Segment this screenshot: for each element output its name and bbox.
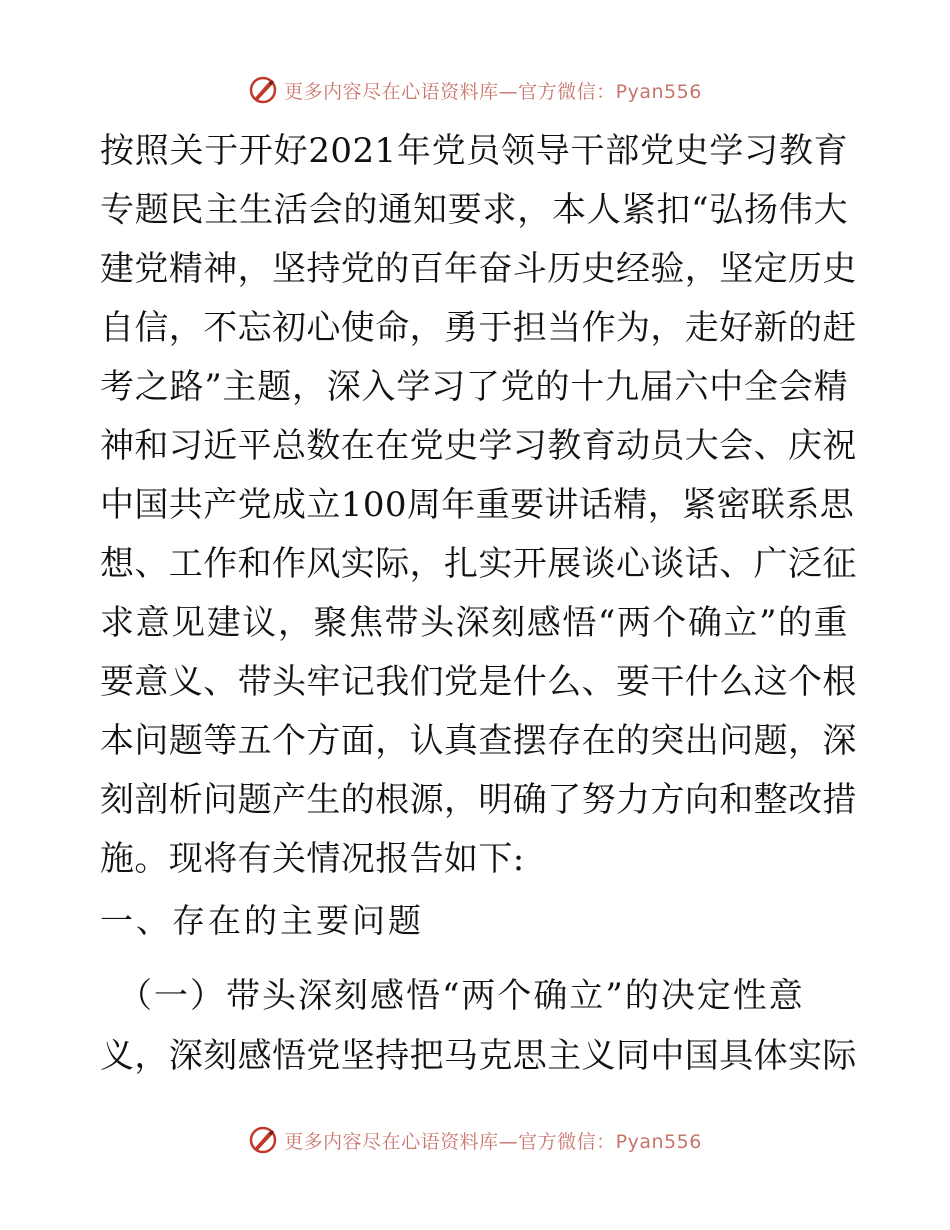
text-line: 神和习近平总数在在党史学习教育动员大会、庆祝 — [100, 426, 857, 466]
text-line: 按照关于开好2021年党员领导干部党史学习教育 — [100, 131, 848, 171]
text-line: （一）带头深刻感悟“两个确立”的决定性意 — [118, 976, 805, 1016]
watermark-text: 更多内容尽在心语资料库—官方微信：Pyan556 — [284, 80, 702, 103]
text-line: 考之路”主题，深入学习了党的十九届六中全会精 — [100, 367, 848, 407]
text-line: 施。现将有关情况报告如下: — [100, 839, 525, 879]
text-line: 求意见建议，聚焦带头深刻感悟“两个确立”的重 — [100, 603, 848, 643]
watermark-text: 更多内容尽在心语资料库—官方微信：Pyan556 — [284, 1130, 702, 1153]
pen-logo-icon — [248, 1125, 278, 1155]
text-line: 要意义、带头牢记我们党是什么、要干什么这个根 — [100, 662, 857, 702]
subsection-paragraph — [100, 966, 857, 1086]
header-watermark — [0, 72, 950, 108]
pen-logo-icon — [248, 75, 278, 105]
text-line: 想、工作和作风实际，扎实开展谈心谈话、广泛征 — [100, 544, 857, 584]
text-line: 中国共产党成立100周年重要讲话精，紧密联系思 — [100, 485, 855, 525]
text-line: 专题民主生活会的通知要求，本人紧扣“弘扬伟大 — [100, 190, 848, 230]
intro-paragraph — [100, 122, 857, 889]
text-line: 本问题等五个方面，认真查摆存在的突出问题，深 — [100, 721, 857, 761]
text-line: 义，深刻感悟党坚持把马克思主义同中国具体实际 — [100, 1036, 857, 1076]
text-line: 刻剖析问题产生的根源，明确了努力方向和整改措 — [100, 780, 857, 820]
text-line: 自信，不忘初心使命，勇于担当作为，走好新的赶 — [100, 308, 857, 348]
footer-watermark — [0, 1122, 950, 1158]
text-line: 建党精神，坚持党的百年奋斗历史经验，坚定历史 — [100, 249, 857, 289]
section-heading: 一、存在的主要问题 — [100, 901, 424, 940]
